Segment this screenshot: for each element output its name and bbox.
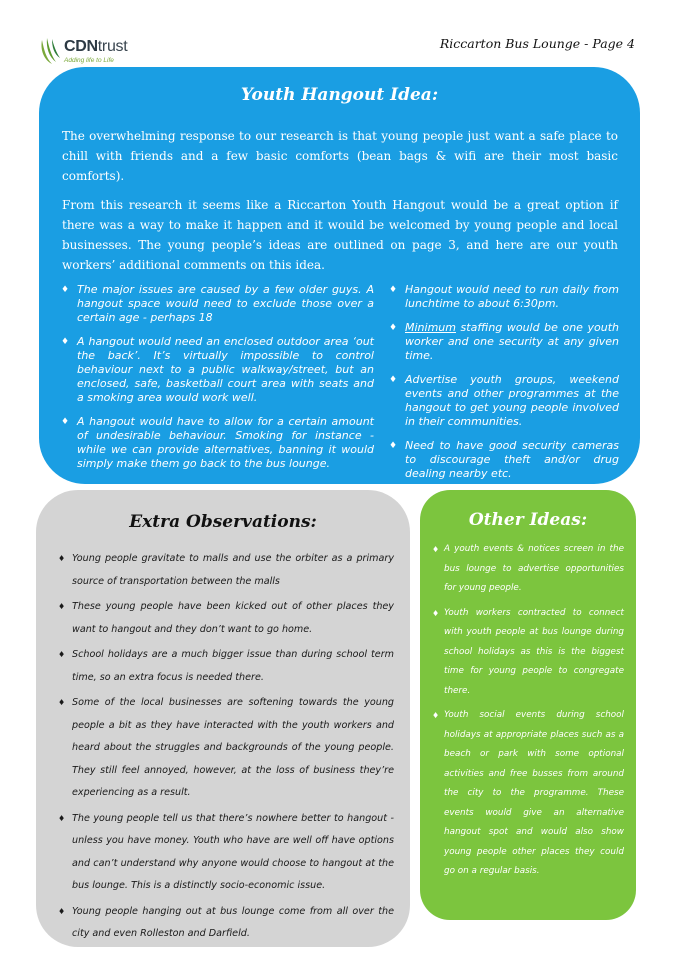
list-item [58,901,394,946]
bullet-icon: ♦ [432,545,440,554]
extra-observations-panel [36,490,410,947]
list-item-text: Young people gravitate to malls and use the orbiter as a primary source of transportation between the malls [72,553,394,587]
youth-hangout-panel [39,67,640,484]
logo-brand-suffix: trust [97,38,128,55]
list-item-text: School holidays are a much bigger issue than during school term time, so an extra focus is needed there. [72,649,394,683]
list-item-text: A youth events & notices screen in the bus lounge to advertise opportunities for young people. [444,544,624,593]
bullet-icon: ♦ [61,417,70,427]
leaf-swoosh-icon [38,36,62,66]
list-item-text: A hangout would have to allow for a certain amount of undesirable behaviour. Smoking for instance - while we can provide alternatives, banning it would simply make them go back to the bus lounge. [77,415,374,470]
other-ideas-heading: Other Ideas: [468,510,588,530]
bullet-icon: ♦ [58,602,66,611]
list-item [61,283,374,325]
list-item-text: Advertise youth groups, weekend events and other programmes at the hangout to get young people involved in their communities. [405,373,619,428]
bullet-icon: ♦ [61,285,70,295]
youth-hangout-heading: Youth Hangout Idea: [240,85,439,105]
list-item [61,335,374,405]
list-item [58,596,394,641]
list-item-text: The major issues are caused by a few older guys. A hangout space would need to exclude those over a certain age - perhaps 18 [77,283,374,324]
observations-list [58,548,394,949]
cdn-trust-logo [38,36,158,66]
research-paragraph: From this research it seems like a Riccarton Youth Hangout would be a great option if there was a way to make it happen and it would be welcomed by young people and local businesses. The young people’s ideas are outlined on page 3, and here are our youth workers’ additional comments on this idea. [62,198,618,272]
list-item-text: Need to have good security cameras to discourage theft and/or drug dealing nearby etc. [405,439,619,480]
other-ideas-panel [420,490,636,920]
list-item-text: Hangout would need to run daily from lunchtime to about 6:30pm. [405,283,619,310]
list-item [58,548,394,593]
list-item [389,439,619,481]
list-item [432,540,624,599]
list-item [58,808,394,898]
hangout-comments-left [61,283,374,481]
bullet-icon: ♦ [58,813,66,823]
hangout-comments-right [389,283,619,491]
bullet-icon: ♦ [61,337,70,347]
list-item-text: The young people tell us that there’s nowhere better to hangout - unless you have money. Youth who have are well off have options and can’t understand why anyone would choose to hangout at the bus lounge. This is a distinctly socio-economic issue. [72,812,394,891]
bullet-icon: ♦ [389,375,398,385]
emphasis-text: Minimum [405,321,456,334]
bullet-icon: ♦ [58,650,66,659]
list-item-text: Youth social events during school holidays at appropriate places such as a beach or park with some optional activities and free busses from around the city to the programme. These events would give an alternative hangout spot and would also show young people other places they could go on a regular basis. [444,710,624,876]
list-item-text: Some of the local businesses are softening towards the young people a bit as they have interacted with the youth workers and heard about the struggles and backgrounds of the young people. They still feel annoyed, however, at the loss of business they’re experiencing as a result. [72,697,394,798]
logo-wordmark [64,38,127,56]
list-item [432,706,624,882]
intro-paragraph: The overwhelming response to our research is that young people just want a safe place to chill with friends and a few basic comforts (bean bags & wifi are their most basic comforts). [62,129,618,183]
page-title: Riccarton Bus Lounge - Page 4 [439,36,635,51]
bullet-icon: ♦ [58,906,66,916]
extra-observations-heading: Extra Observations: [129,512,317,532]
list-item-text: A hangout would need an enclosed outdoor area ‘out the back’. It’s virtually impossible to control behaviour next to a public walkway/street, but an enclosed, safe, basketball court area with seats and a smoking area would work well. [77,335,374,404]
bullet-icon: ♦ [389,441,398,451]
bullet-icon: ♦ [389,323,398,333]
list-item [61,415,374,471]
list-item-text: Young people hanging out at bus lounge come from all over the city and even Rolleston and Darfield. [72,905,394,939]
bullet-icon: ♦ [432,711,440,720]
bullet-icon: ♦ [432,608,440,618]
list-item-text: Youth workers contracted to connect with youth people at bus lounge during school holidays as this is the biggest time for young people to congregate there. [444,607,624,696]
list-item-text: staffing would be one youth worker and one security at any given time. [405,321,619,362]
list-item [389,321,619,363]
logo-brand: CDN [64,38,98,55]
list-item [432,604,624,702]
bullet-icon: ♦ [389,285,398,295]
list-item [58,644,394,689]
list-item [389,283,619,311]
bullet-icon: ♦ [58,554,66,563]
logo-tagline: Adding life to Life [64,57,114,64]
other-ideas-list [432,540,624,887]
list-item [58,692,394,805]
bullet-icon: ♦ [58,698,66,707]
list-item [389,373,619,429]
list-item-text: These young people have been kicked out of other places they want to hangout and they don’t want to go home. [72,601,394,635]
